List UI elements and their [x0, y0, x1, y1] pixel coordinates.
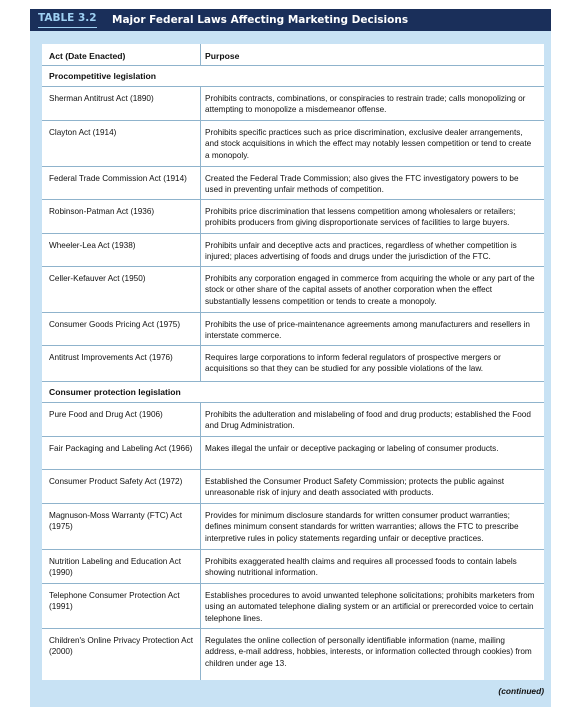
- table-row: Consumer Product Safety Act (1972) Established the Consumer Product Safety Commission; protects the public against unreasonable risk of injury and death associated with products.: [42, 470, 544, 504]
- table-row: Children's Online Privacy Protection Act (2000) Regulates the online collection of personally identifiable information (name, mailing address, e-mail address, hobbies, interests, or information collected through cookies) from children under age 13.: [42, 629, 544, 680]
- header-act: Act (Date Enacted): [49, 51, 126, 61]
- section-heading: Consumer protection legislation: [42, 382, 544, 403]
- table-header-row: [42, 44, 544, 66]
- table-number: TABLE 3.2: [38, 9, 97, 28]
- table-row: Federal Trade Commission Act (1914) Created the Federal Trade Commission; also gives the FTC investigatory powers to be used in preventing unfair methods of competition.: [42, 167, 544, 200]
- table-row: Pure Food and Drug Act (1906) Prohibits the adulteration and mislabeling of food and drug products; established the Food and Drug Administration.: [42, 403, 544, 437]
- table-row: Robinson-Patman Act (1936) Prohibits price discrimination that lessens competition among wholesalers or retailers; prohibits producers from giving disproportionate services of facilities to large buyers.: [42, 200, 544, 234]
- table-row: Fair Packaging and Labeling Act (1966) Makes illegal the unfair or deceptive packaging or labeling of consumer products.: [42, 437, 544, 470]
- header-purpose: Purpose: [205, 51, 240, 61]
- table-row: Telephone Consumer Protection Act (1991) Establishes procedures to avoid unwanted telephone solicitations; prohibits marketers from using an automated telephone dialing system or an artificial or prerecorded voice to certain telephone lines.: [42, 584, 544, 629]
- table-row: Sherman Antitrust Act (1890) Prohibits contracts, combinations, or conspiracies to restrain trade; calls monopolizing or attempting to monopolize a misdemeanor offense.: [42, 87, 544, 121]
- section-heading: Procompetitive legislation: [42, 66, 544, 87]
- table-title: Major Federal Laws Affecting Marketing Decisions: [112, 14, 409, 26]
- table-row: Magnuson-Moss Warranty (FTC) Act (1975) Provides for minimum disclosure standards for written consumer product warranties; defines minimum consent standards for written warranties; allows the FTC to prescribe interpretive rules in policy statements regarding unfair or deceptive practices.: [42, 504, 544, 550]
- table-row: Clayton Act (1914) Prohibits specific practices such as price discrimination, exclusive dealer arrangements, and stock acquisitions in which the effect may notably lessen competition or tend to create a monopoly.: [42, 121, 544, 167]
- table-row: Celler-Kefauver Act (1950) Prohibits any corporation engaged in commerce from acquiring the whole or any part of the stock or other share of the capital assets of another corporation when the effect substantially lessens competition or tends to create a monopoly.: [42, 267, 544, 313]
- continued-label: (continued): [498, 686, 544, 696]
- table-row: Consumer Goods Pricing Act (1975) Prohibits the use of price-maintenance agreements among manufacturers and resellers in interstate commerce.: [42, 313, 544, 346]
- table-row: Nutrition Labeling and Education Act (1990) Prohibits exaggerated health claims and requires all processed foods to contain labels showing nutritional information.: [42, 550, 544, 584]
- table-title-bar: [30, 9, 551, 31]
- table-row: Wheeler-Lea Act (1938) Prohibits unfair and deceptive acts and practices, regardless of whether competition is injured; places advertising of foods and drugs under the jurisdiction of the FTC.: [42, 234, 544, 267]
- table-row: Antitrust Improvements Act (1976) Requires large corporations to inform federal regulators of prospective mergers or acquisitions so that they can be studied for any possible violations of the law.: [42, 346, 544, 382]
